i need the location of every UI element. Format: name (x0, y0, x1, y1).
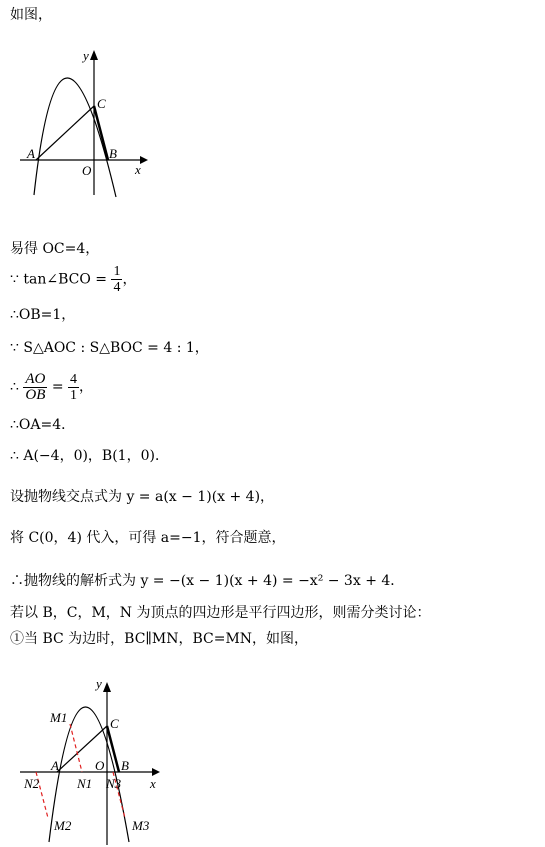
fig2-label-M3: M3 (132, 818, 150, 833)
step-8: 设抛物线交点式为 y = a(x − 1)(x + 4)， (10, 489, 275, 505)
step-7: ∴ A(−4，0)，B(1，0)． (10, 448, 169, 464)
step-3: ∴OB=1， (10, 307, 76, 323)
fig2-dashed-M1N1 (70, 724, 82, 772)
fraction-1-4: $\frac{1}{4}$ (113, 264, 121, 295)
fig2-label-M2: M2 (54, 818, 72, 833)
fig2-label-O: O (95, 758, 105, 773)
step-2: ∵ tan∠BCO = $\frac{1}{4}$ ， (10, 264, 137, 295)
fig1-label-A: A (27, 146, 35, 161)
intro-text: 如图， (10, 7, 52, 23)
fig2-label-N3: N3 (106, 776, 122, 791)
fig1-label-B: B (109, 146, 117, 161)
step-12: ①当 BC 为边时，BC∥MN，BC=MN，如图， (10, 631, 309, 647)
step-9: 将 C(0，4) 代入，可得 a=−1，符合题意， (10, 530, 286, 546)
fig1-label-x: x (135, 162, 141, 177)
fig2-label-C: C (110, 716, 119, 731)
fraction-4-1: $\frac{4}{1}$ (70, 371, 78, 403)
fig2-label-A: A (51, 758, 59, 773)
step-4: ∵ S△AOC : S△BOC = 4 : 1， (10, 340, 209, 356)
fig1-label-C: C (97, 96, 106, 111)
fig2-label-M1: M1 (50, 710, 68, 725)
step-6: ∴OA=4． (10, 417, 76, 433)
fig2-label-y: y (96, 676, 102, 691)
fig2-label-x: x (150, 776, 156, 791)
fig2-label-N2: N2 (24, 776, 40, 791)
step-1: 易得 OC=4， (10, 241, 100, 257)
fig2-label-B: B (121, 758, 129, 773)
step-5: ∴ $\frac{AO}{OB}$ = $\frac{4}{1}$ ， (10, 370, 94, 403)
fig1-label-y: y (83, 48, 89, 63)
fraction-AO-OB: $\frac{AO}{OB}$ (25, 370, 46, 403)
step-10: ∴抛物线的解析式为 y = −(x − 1)(x + 4) = −x² − 3x + 4． (10, 573, 405, 589)
fig2-label-N1: N1 (77, 776, 93, 791)
fig1-label-O: O (82, 163, 92, 178)
step-11: 若以 B，C，M，N 为顶点的四边形是平行四边形，则需分类讨论： (10, 605, 431, 621)
